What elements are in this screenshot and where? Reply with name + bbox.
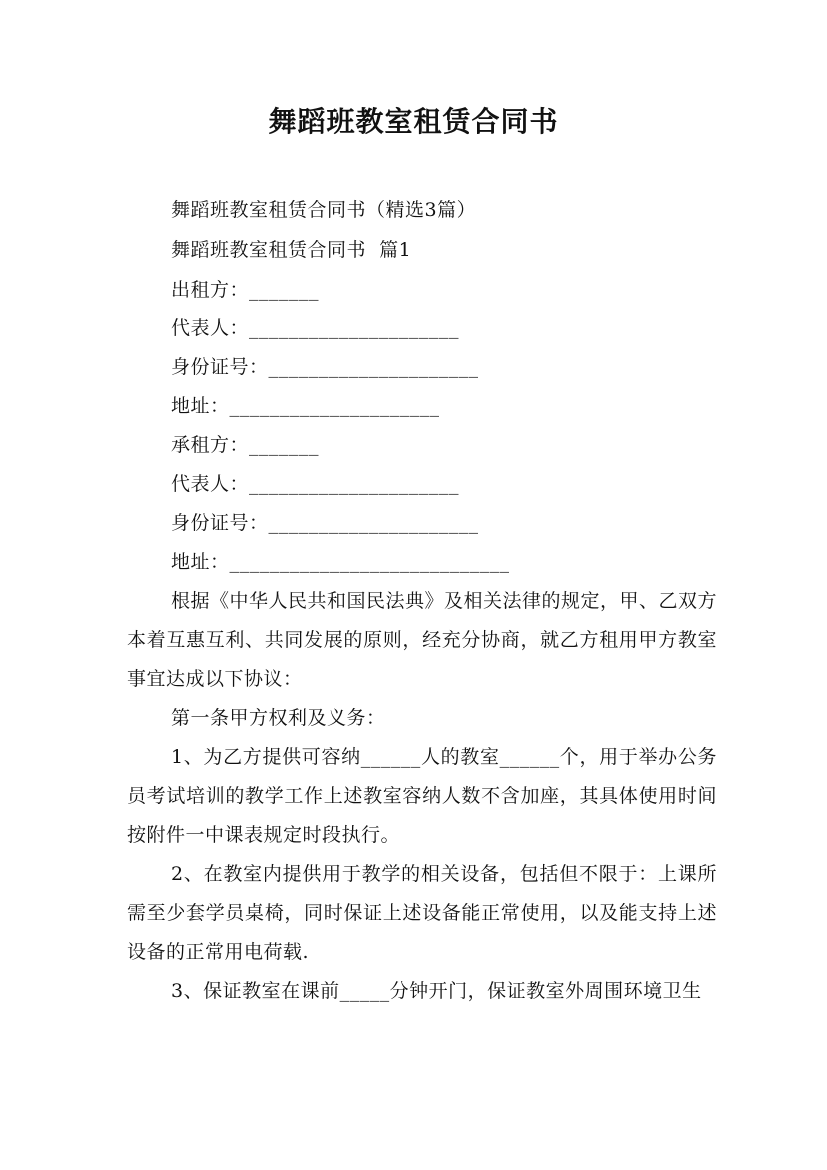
lessor-representative-field: 代表人：_____________________ (171, 317, 460, 339)
document-subtitle: 舞蹈班教室租赁合同书（精选3篇） (171, 199, 477, 221)
document-title: 舞蹈班教室租赁合同书 (268, 105, 559, 138)
lessee-id-number-field: 身份证号：_____________________ (171, 512, 479, 534)
lessor-address-field: 地址：_____________________ (171, 395, 440, 417)
clause-2: 2、在教室内提供用于教学的相关设备，包括但不限于：上课所需至少套学员桌椅，同时保证上述设备能正常使用，以及能支持上述设备的正常用电荷载. (127, 863, 717, 963)
lessor-field: 出租方：_______ (171, 279, 320, 301)
clause-3: 3、保证教室在课前_____分钟开门，保证教室外周围环境卫生 (171, 980, 702, 1002)
section-heading: 舞蹈班教室租赁合同书 篇1 (171, 239, 412, 261)
lessee-field: 承租方：_______ (171, 434, 320, 456)
clause-1: 1、为乙方提供可容纳______人的教室______个，用于举办公务员考试培训的教学工作上述教室容纳人数不含加座，其具体使用时间按附件一中课表规定时段执行。 (127, 746, 717, 846)
intro-paragraph: 根据《中华人民共和国民法典》及相关法律的规定，甲、乙双方本着互惠互利、共同发展的原则，经充分协商，就乙方租用甲方教室事宜达成以下协议： (127, 590, 718, 690)
lessee-representative-field: 代表人：_____________________ (171, 473, 460, 495)
lessee-address-field: 地址：____________________________ (171, 551, 510, 573)
article-heading: 第一条甲方权利及义务： (171, 707, 386, 729)
lessor-id-number-field: 身份证号：_____________________ (171, 356, 479, 378)
